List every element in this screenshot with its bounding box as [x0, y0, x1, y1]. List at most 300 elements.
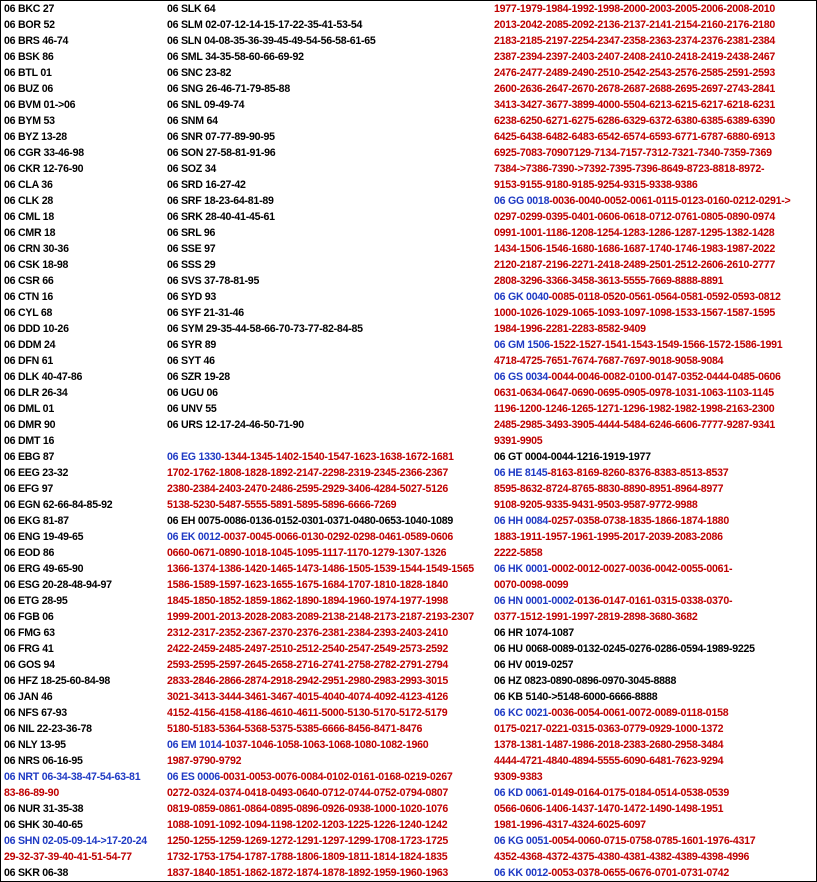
text-segment: 06 SRL 96 — [167, 227, 216, 239]
text-line — [164, 129, 491, 145]
text-line — [164, 689, 491, 705]
text-segment: 06 DMR 90 — [4, 419, 56, 431]
text-line — [491, 97, 816, 113]
text-segment: 06 ENG 19-49-65 — [4, 531, 84, 543]
text-segment: 06 EG 1330 — [167, 451, 222, 463]
text-segment: 0819-0859-0861-0864-0895-0896-0926-0938-1000-1020-1076 — [167, 803, 449, 815]
text-segment: 06 DDD 10-26 — [4, 323, 69, 335]
text-line — [491, 849, 816, 865]
text-line — [1, 833, 164, 849]
text-line — [164, 257, 491, 273]
text-segment: 1000-1026-1029-1065-1093-1097-1098-1533-1567-1587-1595 — [494, 307, 776, 319]
text-segment: 1845-1850-1852-1859-1862-1890-1894-1960-1974-1977-1998 — [167, 595, 449, 607]
text-line — [491, 209, 816, 225]
text-line — [164, 577, 491, 593]
text-segment: 0660-0671-0890-1018-1045-1095-1117-1170-1279-1307-1326 — [167, 547, 447, 559]
text-segment: 06 ES 0006 — [167, 771, 220, 783]
text-line — [1, 145, 164, 161]
text-line — [1, 225, 164, 241]
text-segment: 06 UGU 06 — [167, 387, 218, 399]
text-line — [491, 161, 816, 177]
text-line — [491, 321, 816, 337]
text-segment: 06 HE 8145 — [494, 467, 548, 479]
text-segment: -0136-0147-0161-0315-0338-0370- — [573, 595, 733, 607]
text-segment: 2120-2187-2196-2271-2418-2489-2501-2512-2606-2610-2777 — [494, 259, 776, 271]
text-line — [164, 225, 491, 241]
text-line — [164, 17, 491, 33]
text-segment: 06 SRF 18-23-64-81-89 — [167, 195, 274, 207]
text-line — [1, 209, 164, 225]
text-line — [1, 865, 164, 881]
text-segment: 2387-2394-2397-2403-2407-2408-2410-2418-2419-2438-2467 — [494, 51, 776, 63]
text-line — [164, 769, 491, 785]
text-segment: 06 HK 0001 — [494, 563, 549, 575]
text-segment: 5180-5183-5364-5368-5375-5385-6666-8456-8471-8476 — [167, 723, 423, 735]
text-line — [491, 33, 816, 49]
text-line — [1, 785, 164, 801]
text-segment: 06 CTN 16 — [4, 291, 53, 303]
text-line — [491, 689, 816, 705]
text-segment: 06 HN 0001-0002 — [494, 595, 574, 607]
text-segment: 06 SZR 19-28 — [167, 371, 230, 383]
text-segment: 06 JAN 46 — [4, 691, 53, 703]
text-segment: -0036-0040-0052-0061-0115-0123-0160-0212-0291-> — [549, 195, 791, 207]
text-segment: 2312-2317-2352-2367-2370-2376-2381-2384-2393-2403-2410 — [167, 627, 449, 639]
text-segment: 1250-1255-1259-1269-1272-1291-1297-1299-1708-1723-1725 — [167, 835, 449, 847]
text-segment: -0044-0046-0082-0100-0147-0352-0444-0485-0606 — [548, 371, 781, 383]
text-segment: 06 KK 0012 — [494, 867, 549, 879]
text-line — [491, 145, 816, 161]
text-segment: 06 FMG 63 — [4, 627, 55, 639]
text-segment: 9309-9383 — [494, 771, 543, 783]
text-line — [1, 97, 164, 113]
text-line — [164, 113, 491, 129]
text-segment: 06 UNV 55 — [167, 403, 217, 415]
text-line — [164, 705, 491, 721]
text-line — [1, 545, 164, 561]
text-segment: 06 NRT 06-34-38-47-54-63-81 — [4, 771, 141, 783]
text-segment: 06 BRS 46-74 — [4, 35, 69, 47]
text-segment: 06 SNM 64 — [167, 115, 218, 127]
text-line — [491, 417, 816, 433]
text-segment: 8595-8632-8724-8765-8830-8890-8951-8964-8977 — [494, 483, 724, 495]
text-segment: 1702-1762-1808-1828-1892-2147-2298-2319-2345-2366-2367 — [167, 467, 449, 479]
text-line — [164, 161, 491, 177]
text-line — [1, 593, 164, 609]
text-segment: 06 DFN 61 — [4, 355, 53, 367]
text-line — [491, 353, 816, 369]
text-segment: 6425-6438-6482-6483-6542-6574-6593-6771-6787-6880-6913 — [494, 131, 776, 143]
text-line — [1, 689, 164, 705]
text-line — [491, 241, 816, 257]
text-line — [164, 385, 491, 401]
text-line — [491, 49, 816, 65]
text-segment: -1344-1345-1402-1540-1547-1623-1638-1672-1681 — [221, 451, 454, 463]
text-segment: 06 ETG 28-95 — [4, 595, 68, 607]
text-line — [164, 417, 491, 433]
text-line — [491, 1, 816, 17]
text-segment: 0566-0606-1406-1437-1470-1472-1490-1498-1951 — [494, 803, 724, 815]
text-segment: 06 EH 0075-0086-0136-0152-0301-0371-0480-0653-1040-1089 — [167, 515, 454, 527]
text-segment: -0036-0054-0061-0072-0089-0118-0158 — [548, 707, 729, 719]
text-segment: 06 HFZ 18-25-60-84-98 — [4, 675, 111, 687]
text-line — [164, 1, 491, 17]
text-segment: -0257-0358-0738-1835-1866-1874-1880 — [548, 515, 729, 527]
text-segment: 0991-1001-1186-1208-1254-1283-1286-1287-1295-1382-1428 — [494, 227, 775, 239]
text-segment: 2183-2185-2197-2254-2347-2358-2363-2374-2376-2381-2384 — [494, 35, 776, 47]
text-segment: 06 SYT 46 — [167, 355, 215, 367]
text-line — [491, 193, 816, 209]
text-line — [1, 321, 164, 337]
text-segment: 06 GOS 94 — [4, 659, 55, 671]
text-line — [491, 641, 816, 657]
text-line — [491, 817, 816, 833]
text-segment: 6925-7083-70907129-7134-7157-7312-7321-7340-7359-7369 — [494, 147, 772, 159]
text-segment: 06 SNC 23-82 — [167, 67, 232, 79]
text-line — [164, 849, 491, 865]
text-line — [164, 209, 491, 225]
text-line — [491, 289, 816, 305]
text-segment: 06 CRN 30-36 — [4, 243, 69, 255]
text-line — [491, 737, 816, 753]
text-segment: 06 EFG 97 — [4, 483, 53, 495]
text-segment: 06 BSK 86 — [4, 51, 54, 63]
text-segment: 1366-1374-1386-1420-1465-1473-1486-1505-1539-1544-1549-1565 — [167, 563, 474, 575]
text-line — [1, 257, 164, 273]
text-line — [1, 657, 164, 673]
text-segment: 06 EGN 62-66-84-85-92 — [4, 499, 113, 511]
text-line — [1, 113, 164, 129]
text-segment: 06 DML 01 — [4, 403, 54, 415]
text-line — [164, 241, 491, 257]
text-segment: -1037-1046-1058-1063-1068-1080-1082-1960 — [221, 739, 429, 751]
text-line — [164, 369, 491, 385]
text-line — [1, 465, 164, 481]
text-segment: 06 BYZ 13-28 — [4, 131, 67, 143]
text-line — [491, 593, 816, 609]
text-line — [491, 225, 816, 241]
text-line — [164, 433, 491, 449]
text-segment: 06 CML 18 — [4, 211, 54, 223]
text-line — [1, 1, 164, 17]
text-line — [491, 481, 816, 497]
text-line — [1, 609, 164, 625]
text-line — [491, 513, 816, 529]
text-line — [491, 113, 816, 129]
text-line — [1, 161, 164, 177]
text-line — [491, 753, 816, 769]
text-line — [164, 497, 491, 513]
text-segment: 06 ESG 20-28-48-94-97 — [4, 579, 112, 591]
text-segment: 06 BYM 53 — [4, 115, 55, 127]
text-segment: 1586-1589-1597-1623-1655-1675-1684-1707-1810-1828-1840 — [167, 579, 449, 591]
text-line — [1, 305, 164, 321]
text-segment: 06 GM 1506 — [494, 339, 550, 351]
text-line — [1, 193, 164, 209]
text-segment: 06 GT 0004-0044-1216-1919-1977 — [494, 451, 651, 463]
text-line — [491, 561, 816, 577]
text-segment: 06 SON 27-58-81-91-96 — [167, 147, 276, 159]
text-line — [164, 321, 491, 337]
text-segment: 1378-1381-1487-1986-2018-2383-2680-2958-3484 — [494, 739, 724, 751]
column-1 — [1, 1, 164, 881]
text-line — [1, 401, 164, 417]
text-segment: 06 NUR 31-35-38 — [4, 803, 84, 815]
text-segment: 06 HU 0068-0089-0132-0245-0276-0286-0594-1989-9225 — [494, 643, 755, 655]
text-segment: 06 EEG 23-32 — [4, 467, 69, 479]
text-line — [1, 673, 164, 689]
text-line — [164, 657, 491, 673]
text-segment: 9391-9905 — [494, 435, 543, 447]
text-segment: 2808-3296-3366-3458-3613-5555-7669-8888-8891 — [494, 275, 724, 287]
text-segment: 06 NIL 22-23-36-78 — [4, 723, 92, 735]
text-segment: 06 SSS 29 — [167, 259, 216, 271]
text-line — [164, 353, 491, 369]
text-segment: 06 BVM 01->06 — [4, 99, 76, 111]
text-segment: 06 DLK 40-47-86 — [4, 371, 83, 383]
text-line — [164, 305, 491, 321]
text-line — [1, 769, 164, 785]
text-segment: 06 SKR 06-38 — [4, 867, 69, 879]
text-segment: 2833-2846-2866-2874-2918-2942-2951-2980-2983-2993-3015 — [167, 675, 449, 687]
text-line — [164, 609, 491, 625]
text-segment: 0070-0098-0099 — [494, 579, 569, 591]
text-segment: -8163-8169-8260-8376-8383-8513-8537 — [547, 467, 729, 479]
text-segment: 06 SNG 26-46-71-79-85-88 — [167, 83, 290, 95]
text-segment: 06 BOR 52 — [4, 19, 55, 31]
text-line — [164, 641, 491, 657]
text-line — [1, 65, 164, 81]
text-segment: 06 EK 0012 — [167, 531, 221, 543]
text-line — [164, 561, 491, 577]
text-line — [164, 865, 491, 881]
text-line — [1, 385, 164, 401]
text-line — [1, 369, 164, 385]
text-segment: 06 SRD 16-27-42 — [167, 179, 246, 191]
text-segment: 2422-2459-2485-2497-2510-2512-2540-2547-2549-2573-2592 — [167, 643, 449, 655]
text-segment: 06 DLR 26-34 — [4, 387, 68, 399]
text-line — [1, 529, 164, 545]
text-line — [164, 801, 491, 817]
text-segment: 06 FGB 06 — [4, 611, 54, 623]
text-segment: 1977-1979-1984-1992-1998-2000-2003-2005-2006-2008-2010 — [494, 3, 776, 15]
text-line — [164, 545, 491, 561]
text-line — [491, 497, 816, 513]
text-segment: 06 SOZ 34 — [167, 163, 216, 175]
text-segment: 7384->7386-7390->7392-7395-7396-8649-8723-8818-8972- — [494, 163, 765, 175]
text-segment: 06 CMR 18 — [4, 227, 56, 239]
text-segment: 1883-1911-1957-1961-1995-2017-2039-2083-2086 — [494, 531, 723, 543]
text-line — [491, 257, 816, 273]
text-line — [491, 801, 816, 817]
text-line — [164, 465, 491, 481]
text-line — [491, 785, 816, 801]
text-segment: 83-86-89-90 — [4, 787, 59, 799]
text-line — [164, 753, 491, 769]
text-line — [164, 145, 491, 161]
text-line — [164, 193, 491, 209]
text-line — [164, 737, 491, 753]
text-segment: 0272-0324-0374-0418-0493-0640-0712-0744-0752-0794-0807 — [167, 787, 449, 799]
text-segment: 06 CLK 28 — [4, 195, 53, 207]
text-segment: 2593-2595-2597-2645-2658-2716-2741-2758-2782-2791-2794 — [167, 659, 449, 671]
text-line — [491, 65, 816, 81]
text-segment: 06 SLM 02-07-12-14-15-17-22-35-41-53-54 — [167, 19, 363, 31]
text-line — [164, 65, 491, 81]
text-segment: 06 SVS 37-78-81-95 — [167, 275, 260, 287]
text-line — [1, 721, 164, 737]
text-segment: 06 SYR 89 — [167, 339, 216, 351]
text-line — [1, 561, 164, 577]
text-segment: 06 SHK 30-40-65 — [4, 819, 83, 831]
text-line — [1, 849, 164, 865]
text-line — [491, 177, 816, 193]
text-segment: 06 GS 0034 — [494, 371, 549, 383]
text-line — [164, 273, 491, 289]
text-segment: 06 BKC 27 — [4, 3, 55, 15]
text-segment: 9108-9205-9335-9431-9503-9587-9772-9988 — [494, 499, 698, 511]
text-segment: 0175-0217-0221-0315-0363-0779-0929-1000-1372 — [494, 723, 724, 735]
text-segment: -0002-0012-0027-0036-0042-0055-0061- — [548, 563, 733, 575]
text-line — [491, 545, 816, 561]
text-line — [491, 129, 816, 145]
text-line — [491, 17, 816, 33]
text-segment: 06 KB 5140->5148-6000-6666-8888 — [494, 691, 658, 703]
text-line — [1, 17, 164, 33]
text-segment: 06 SML 34-35-58-60-66-69-92 — [167, 51, 304, 63]
text-line — [1, 481, 164, 497]
text-segment: 06 ERG 49-65-90 — [4, 563, 84, 575]
text-segment: 06 NFS 67-93 — [4, 707, 67, 719]
text-line — [164, 177, 491, 193]
text-segment: 06 HV 0019-0257 — [494, 659, 574, 671]
text-segment: 06 EBG 87 — [4, 451, 55, 463]
text-segment: 06 SNL 09-49-74 — [167, 99, 245, 111]
text-line — [1, 737, 164, 753]
text-line — [164, 785, 491, 801]
text-segment: 0297-0299-0395-0401-0606-0618-0712-0761-0805-0890-0974 — [494, 211, 776, 223]
text-segment: 4444-4721-4840-4894-5555-6090-6481-7623-9294 — [494, 755, 724, 767]
text-segment: 1987-9790-9792 — [167, 755, 242, 767]
text-segment: 06 SRK 28-40-41-45-61 — [167, 211, 275, 223]
text-segment: 06 FRG 41 — [4, 643, 54, 655]
text-line — [1, 81, 164, 97]
text-line — [164, 97, 491, 113]
text-line — [491, 337, 816, 353]
text-line — [164, 513, 491, 529]
text-line — [164, 401, 491, 417]
text-segment: 06 URS 12-17-24-46-50-71-90 — [167, 419, 304, 431]
text-line — [164, 481, 491, 497]
text-segment: -0054-0060-0715-0758-0785-1601-1976-4317 — [548, 835, 756, 847]
text-segment: 2013-2042-2085-2092-2136-2137-2141-2154-2160-2176-2180 — [494, 19, 776, 31]
text-segment: 4352-4368-4372-4375-4380-4381-4382-4389-4398-4996 — [494, 851, 750, 863]
text-segment: 2485-2985-3493-3905-4444-5484-6246-6606-7777-9287-9341 — [494, 419, 776, 431]
text-segment: 2380-2384-2403-2470-2486-2595-2929-3406-4284-5027-5126 — [167, 483, 449, 495]
text-line — [491, 673, 816, 689]
text-line — [164, 289, 491, 305]
text-segment: 06 HR 1074-1087 — [494, 627, 574, 639]
text-segment: 4152-4156-4158-4186-4610-4611-5000-5130-5170-5172-5179 — [167, 707, 448, 719]
text-line — [491, 369, 816, 385]
text-line — [164, 817, 491, 833]
text-line — [164, 721, 491, 737]
text-segment: 1088-1091-1092-1094-1198-1202-1203-1225-1226-1240-1242 — [167, 819, 448, 831]
text-line — [491, 609, 816, 625]
text-segment: -0053-0378-0655-0676-0701-0731-0742 — [548, 867, 729, 879]
text-segment: 06 BTL 01 — [4, 67, 52, 79]
text-segment: 06 SSE 97 — [167, 243, 216, 255]
column-2 — [164, 1, 491, 881]
text-segment: 6238-6250-6271-6275-6286-6329-6372-6380-6385-6389-6390 — [494, 115, 776, 127]
text-segment: 1434-1506-1546-1680-1686-1687-1740-1746-1983-1987-2022 — [494, 243, 776, 255]
text-segment: 06 SYM 29-35-44-58-66-70-73-77-82-84-85 — [167, 323, 363, 335]
text-segment: 06 EM 1014 — [167, 739, 222, 751]
text-line — [491, 865, 816, 881]
text-segment: 06 BUZ 06 — [4, 83, 53, 95]
text-line — [1, 273, 164, 289]
text-line — [491, 705, 816, 721]
text-segment: 06 HH 0084 — [494, 515, 549, 527]
text-line — [1, 449, 164, 465]
text-segment: 06 CSK 18-98 — [4, 259, 69, 271]
text-line — [491, 769, 816, 785]
text-segment: 06 HZ 0823-0890-0896-0970-3045-8888 — [494, 675, 677, 687]
text-line — [491, 833, 816, 849]
text-segment: 0377-1512-1991-1997-2819-2898-3680-3682 — [494, 611, 698, 623]
text-segment: 06 GG 0018 — [494, 195, 550, 207]
text-line — [491, 721, 816, 737]
text-segment: 1984-1996-2281-2283-8582-9409 — [494, 323, 646, 335]
text-segment: 06 KG 0051 — [494, 835, 549, 847]
text-line — [164, 529, 491, 545]
text-segment: 06 CKR 12-76-90 — [4, 163, 84, 175]
text-line — [1, 801, 164, 817]
text-line — [1, 289, 164, 305]
text-segment: 2222-5858 — [494, 547, 543, 559]
text-segment: 4718-4725-7651-7674-7687-7697-9018-9058-9084 — [494, 355, 724, 367]
text-segment: 06 KC 0021 — [494, 707, 549, 719]
text-segment: 06 SYD 93 — [167, 291, 216, 303]
text-segment: 29-32-37-39-40-41-51-54-77 — [4, 851, 132, 863]
text-segment: 1999-2001-2013-2028-2083-2089-2138-2148-2173-2187-2193-2307 — [167, 611, 474, 623]
text-segment: 2476-2477-2489-2490-2510-2542-2543-2576-2585-2591-2593 — [494, 67, 776, 79]
text-segment: 06 CLA 36 — [4, 179, 53, 191]
text-segment: 06 CYL 68 — [4, 307, 53, 319]
text-segment: 9153-9155-9180-9185-9254-9315-9338-9386 — [494, 179, 698, 191]
text-line — [1, 49, 164, 65]
text-segment: -0149-0164-0175-0184-0514-0538-0539 — [548, 787, 729, 799]
text-segment: 06 CSR 66 — [4, 275, 54, 287]
text-segment: 06 SYF 21-31-46 — [167, 307, 244, 319]
text-line — [1, 817, 164, 833]
text-line — [1, 625, 164, 641]
text-line — [1, 241, 164, 257]
text-line — [164, 49, 491, 65]
text-line — [491, 529, 816, 545]
text-line — [1, 337, 164, 353]
text-segment: 06 CGR 33-46-98 — [4, 147, 84, 159]
text-segment: 1196-1200-1246-1265-1271-1296-1982-1982-1998-2163-2300 — [494, 403, 775, 415]
text-segment: 06 NRS 06-16-95 — [4, 755, 83, 767]
text-line — [1, 705, 164, 721]
text-line — [164, 593, 491, 609]
text-line — [164, 81, 491, 97]
column-3 — [491, 1, 816, 881]
text-line — [164, 337, 491, 353]
text-line — [164, 33, 491, 49]
text-line — [1, 177, 164, 193]
